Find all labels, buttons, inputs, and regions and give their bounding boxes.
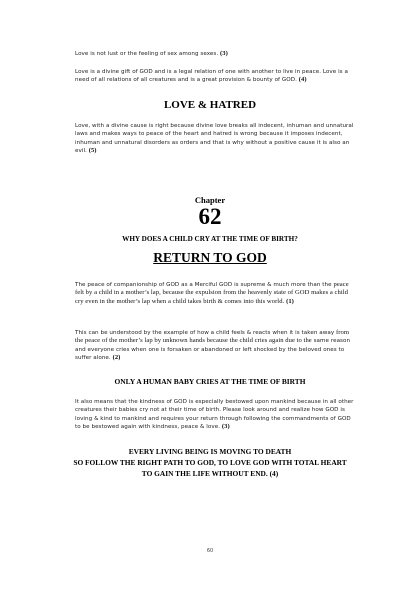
paragraph-kindness-of-god	[75, 398, 355, 432]
reference-number: (3)	[221, 423, 230, 431]
paragraph-text: Love is a divine gift of GOD and is a legal relation of one with another to live in peace. Love is a need of all relations of all creatures and is a great provision & bounty of GOD.	[75, 69, 348, 84]
paragraph-text: Love, with a divine cause is right because divine love breaks all indecent, inhuman and unnatural laws and makes ways to peace of the heart and hatred is wrong because it imposes indecent, inhuman and unnatural disorders as orders and that is why without a positive cause it is also an evil.	[75, 123, 354, 155]
reference-number: (1)	[286, 297, 294, 305]
paragraph-text: The peace of companionship of GOD as a Merciful GOD is supreme & much more than the	[75, 282, 332, 288]
paragraph-love-divine-gift	[75, 68, 355, 85]
paragraph-text: This can be understood by the example of how a child feels & reacts when it is taken away	[75, 330, 335, 336]
paragraph-love-divine-cause	[75, 122, 355, 156]
reference-number: (4)	[298, 76, 307, 84]
closing-line-2: SO FOLLOW THE RIGHT PATH TO GOD, TO LOVE GOD WITH TOTAL HEART	[73, 458, 347, 467]
chapter-label: Chapter	[194, 195, 226, 205]
closing-line-3	[40, 469, 380, 479]
closing-line-3-text: TO GAIN THE LIFE WITHOUT END.	[141, 469, 268, 478]
paragraph-text-continued: same reason and everyone cries when one is forsaken or abandoned or left shocked by the beloved ones to suffer alone.	[75, 338, 351, 362]
reference-number: (5)	[88, 147, 97, 155]
heading-love-hatred: LOVE & HATRED	[163, 99, 257, 111]
chapter-subtitle: WHY DOES A CHILD CRY AT THE TIME OF BIRTH?	[122, 235, 298, 243]
paragraph-text-serif: peace felt by a child in a mother’s lap, because the expulsion from the heavenly state of GOD makes a child cry even in the mother’s lap when a child takes birth & comes into this world.	[75, 281, 349, 305]
chapter-title: RETURN TO GOD	[153, 250, 267, 265]
closing-line-1: EVERY LIVING BEING IS MOVING TO DEATH	[128, 447, 292, 456]
reference-number: (3)	[220, 50, 228, 57]
heading-only-human-baby: ONLY A HUMAN BABY CRIES AT THE TIME OF BIRTH	[114, 377, 306, 386]
reference-number: (4)	[269, 469, 279, 478]
reference-number: (2)	[112, 354, 121, 362]
paragraph-text-serif: from the peace of the mother’s lap by unknown hands because the child cries again due to the	[75, 329, 350, 345]
paragraph-child-feels	[75, 329, 355, 363]
paragraph-peace-of-companionship	[75, 281, 355, 306]
page-number: 60	[206, 548, 214, 554]
paragraph-text: It also means that the kindness of GOD is especially bestowed upon mankind because in all other creatures their babies cry not at their time of birth. Please look around and realize how GOD is loving & kind to mankind and requires your return through following the commandments of GOD to be bestowed again with kindness, peace & love.	[75, 399, 354, 431]
paragraph-love-not-lust	[75, 50, 355, 58]
paragraph-text: Love is not lust or the feeling of sex among sexes.	[75, 51, 219, 57]
chapter-number: 62	[198, 204, 222, 229]
